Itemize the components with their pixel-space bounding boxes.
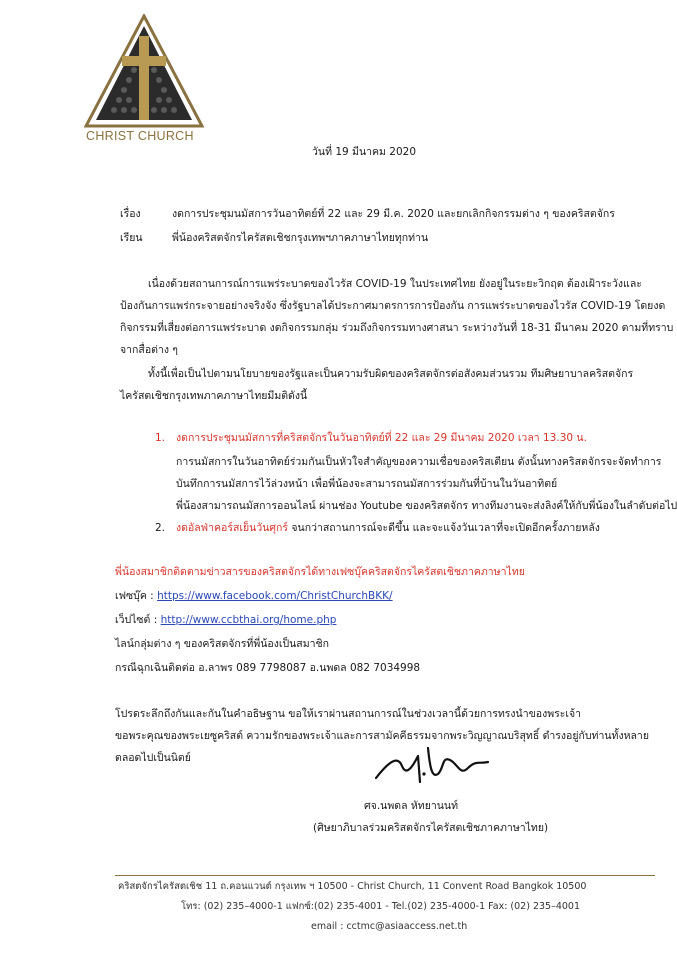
recipient-label: เรียน <box>120 232 143 244</box>
item-number: 2. <box>155 522 166 534</box>
footer-address: คริสตจักรไครัสตเชิช 11 ถ.คอนแวนต์ กรุงเทพ ฯ 10500 - Christ Church, 11 Convent Road Bangkok 10500 <box>118 881 587 892</box>
item-heading: งดอัลฟ่าคอร์สเย็นวันศุกร์ <box>176 522 289 534</box>
item-line: บันทึกการนมัสการไว้ล่วงหน้า เพื่อพี่น้องจะสามารถนมัสการร่วมกันที่บ้านในวันอาทิตย์ <box>176 478 558 490</box>
item-heading: งดการประชุมนมัสการที่คริสตจักรในวันอาทิตย์ที่ 22 และ 29 มีนาคม 2020 เวลา 13.30 น. <box>176 432 587 444</box>
closing-line: ตลอดไปเป็นนิตย์ <box>115 752 191 764</box>
signer-title: (ศิษยาภิบาลร่วมคริสตจักรไครัสตเชิชภาคภาษาไทย) <box>313 822 549 834</box>
emergency-contact: กรณีฉุกเฉินติดต่อ อ.ลาพร 089 7798087 อ.นพดล 082 7034998 <box>115 662 421 674</box>
item-number: 1. <box>155 432 166 444</box>
signer-name: ศจ.นพดล หัทยานนท์ <box>364 800 459 812</box>
subject-text: งดการประชุมนมัสการวันอาทิตย์ที่ 22 และ 29 มี.ค. 2020 และยกเลิกกิจกรรมต่าง ๆ ของคริสตจักร <box>172 208 615 220</box>
paragraph1-line: จากสื่อต่าง ๆ <box>120 344 178 356</box>
paragraph1-line: กิจกรรมที่เสี่ยงต่อการแพร่ระบาด งดกิจกรรมกลุ่ม ร่วมถึงกิจกรรมทางศาสนา ระหว่างวันที่ 18-31 มีนาคม 2020 ตามที่ทราบ <box>120 322 674 334</box>
paragraph2-line: ทั้งนี้เพื่อเป็นไปตามนโยบายของรัฐและเป็นความรับผิดของคริสตจักรต่อสังคมส่วนรวม ทีมศิษยาบาลคริสตจักร <box>148 368 634 380</box>
footer-phones: โทร: (02) 235–4000-1 แฟกซ์:(02) 235-4001 - Tel.(02) 235-4000-1 Fax: (02) 235–4001 <box>181 901 581 912</box>
item-line: การนมัสการในวันอาทิตย์ร่วมกันเป็นหัวใจสำคัญของความเชื่อของคริสเตียน ดังนั้นทางคริสตจักรจะจัดทำการ <box>176 456 662 468</box>
footer-email-row <box>311 921 467 933</box>
item-2-text <box>176 522 600 536</box>
item-rest: จนกว่าสถานการณ์จะดีขึ้น และจะแจ้งวันเวลาที่จะเปิดอีกครั้งภายหลัง <box>288 522 600 534</box>
christ-church-logo <box>84 14 204 132</box>
item-line: พี่น้องสามารถนมัสการออนไลน์ ผ่านช่อง Youtube ของคริสตจักร ทางทีมงานจะส่งลิงค์ให้กับพี่น้องในลำดับต่อไป <box>176 500 677 512</box>
facebook-link[interactable]: https://www.facebook.com/ChristChurchBKK/ <box>157 590 393 602</box>
facebook-row <box>115 590 393 604</box>
logo-text: CHRIST CHURCH <box>86 129 194 143</box>
closing-line: โปรดระลึกถึงกันและกันในคำอธิษฐาน ขอให้เราผ่านสถานการณ์ในช่วงเวลานี้ด้วยการทรงนำของพระเจ้า <box>115 708 582 720</box>
footer-divider <box>115 875 655 876</box>
closing-line: ขอพระคุณของพระเยซูคริสต์ ความรักของพระเจ้าและการสามัคคีธรรมจากพระวิญญาณบริสุทธิ์ ดำรงอยู่กับท่านทั้งหลาย <box>115 730 649 742</box>
handwritten-signature <box>372 738 492 788</box>
recipient-text: พี่น้องคริสตจักรไครัสตเชิชกรุงเทพฯภาคภาษาไทยทุกท่าน <box>172 232 429 244</box>
facebook-label: เฟซบุ๊ค : <box>115 590 154 602</box>
footer-email[interactable]: cctmc@asiaaccess.net.th <box>346 921 468 932</box>
paragraph1-line: เนื่องด้วยสถานการณ์การแพร่ระบาดของไวรัส COVID-19 ในประเทศไทย ยังอยู่ในระยะวิกฤต ต้องเฝ้าระวังและ <box>148 278 642 290</box>
paragraph1-line: ป้องกันการแพร่กระจายอย่างจริงจัง ซึ่งรัฐบาลได้ประกาศมาตรการการป้องกัน การแพร่ระบาดของไวรัส COVID-19 โดยงด <box>120 300 666 312</box>
contact-heading: พี่น้องสมาชิกติดตามข่าวสารของคริสตจักรได้ทางเฟซบุ๊คคริสตจักรไครัสตเชิชภาคภาษาไทย <box>115 566 525 578</box>
website-row <box>115 614 336 628</box>
line-groups-text: ไลน์กลุ่มต่าง ๆ ของคริสตจักรที่พี่น้องเป็นสมาชิก <box>115 638 330 650</box>
subject-label: เรื่อง <box>120 208 141 220</box>
website-link[interactable]: http://www.ccbthai.org/home.php <box>160 614 337 626</box>
paragraph2-line: ไครัสตเชิชกรุงเทพภาคภาษาไทยมีมติดังนี้ <box>120 390 308 402</box>
website-label: เว็ปไซต์ : <box>115 614 158 626</box>
letter-date: วันที่ 19 มีนาคม 2020 <box>312 146 417 158</box>
footer-email-label: email : <box>311 921 344 932</box>
